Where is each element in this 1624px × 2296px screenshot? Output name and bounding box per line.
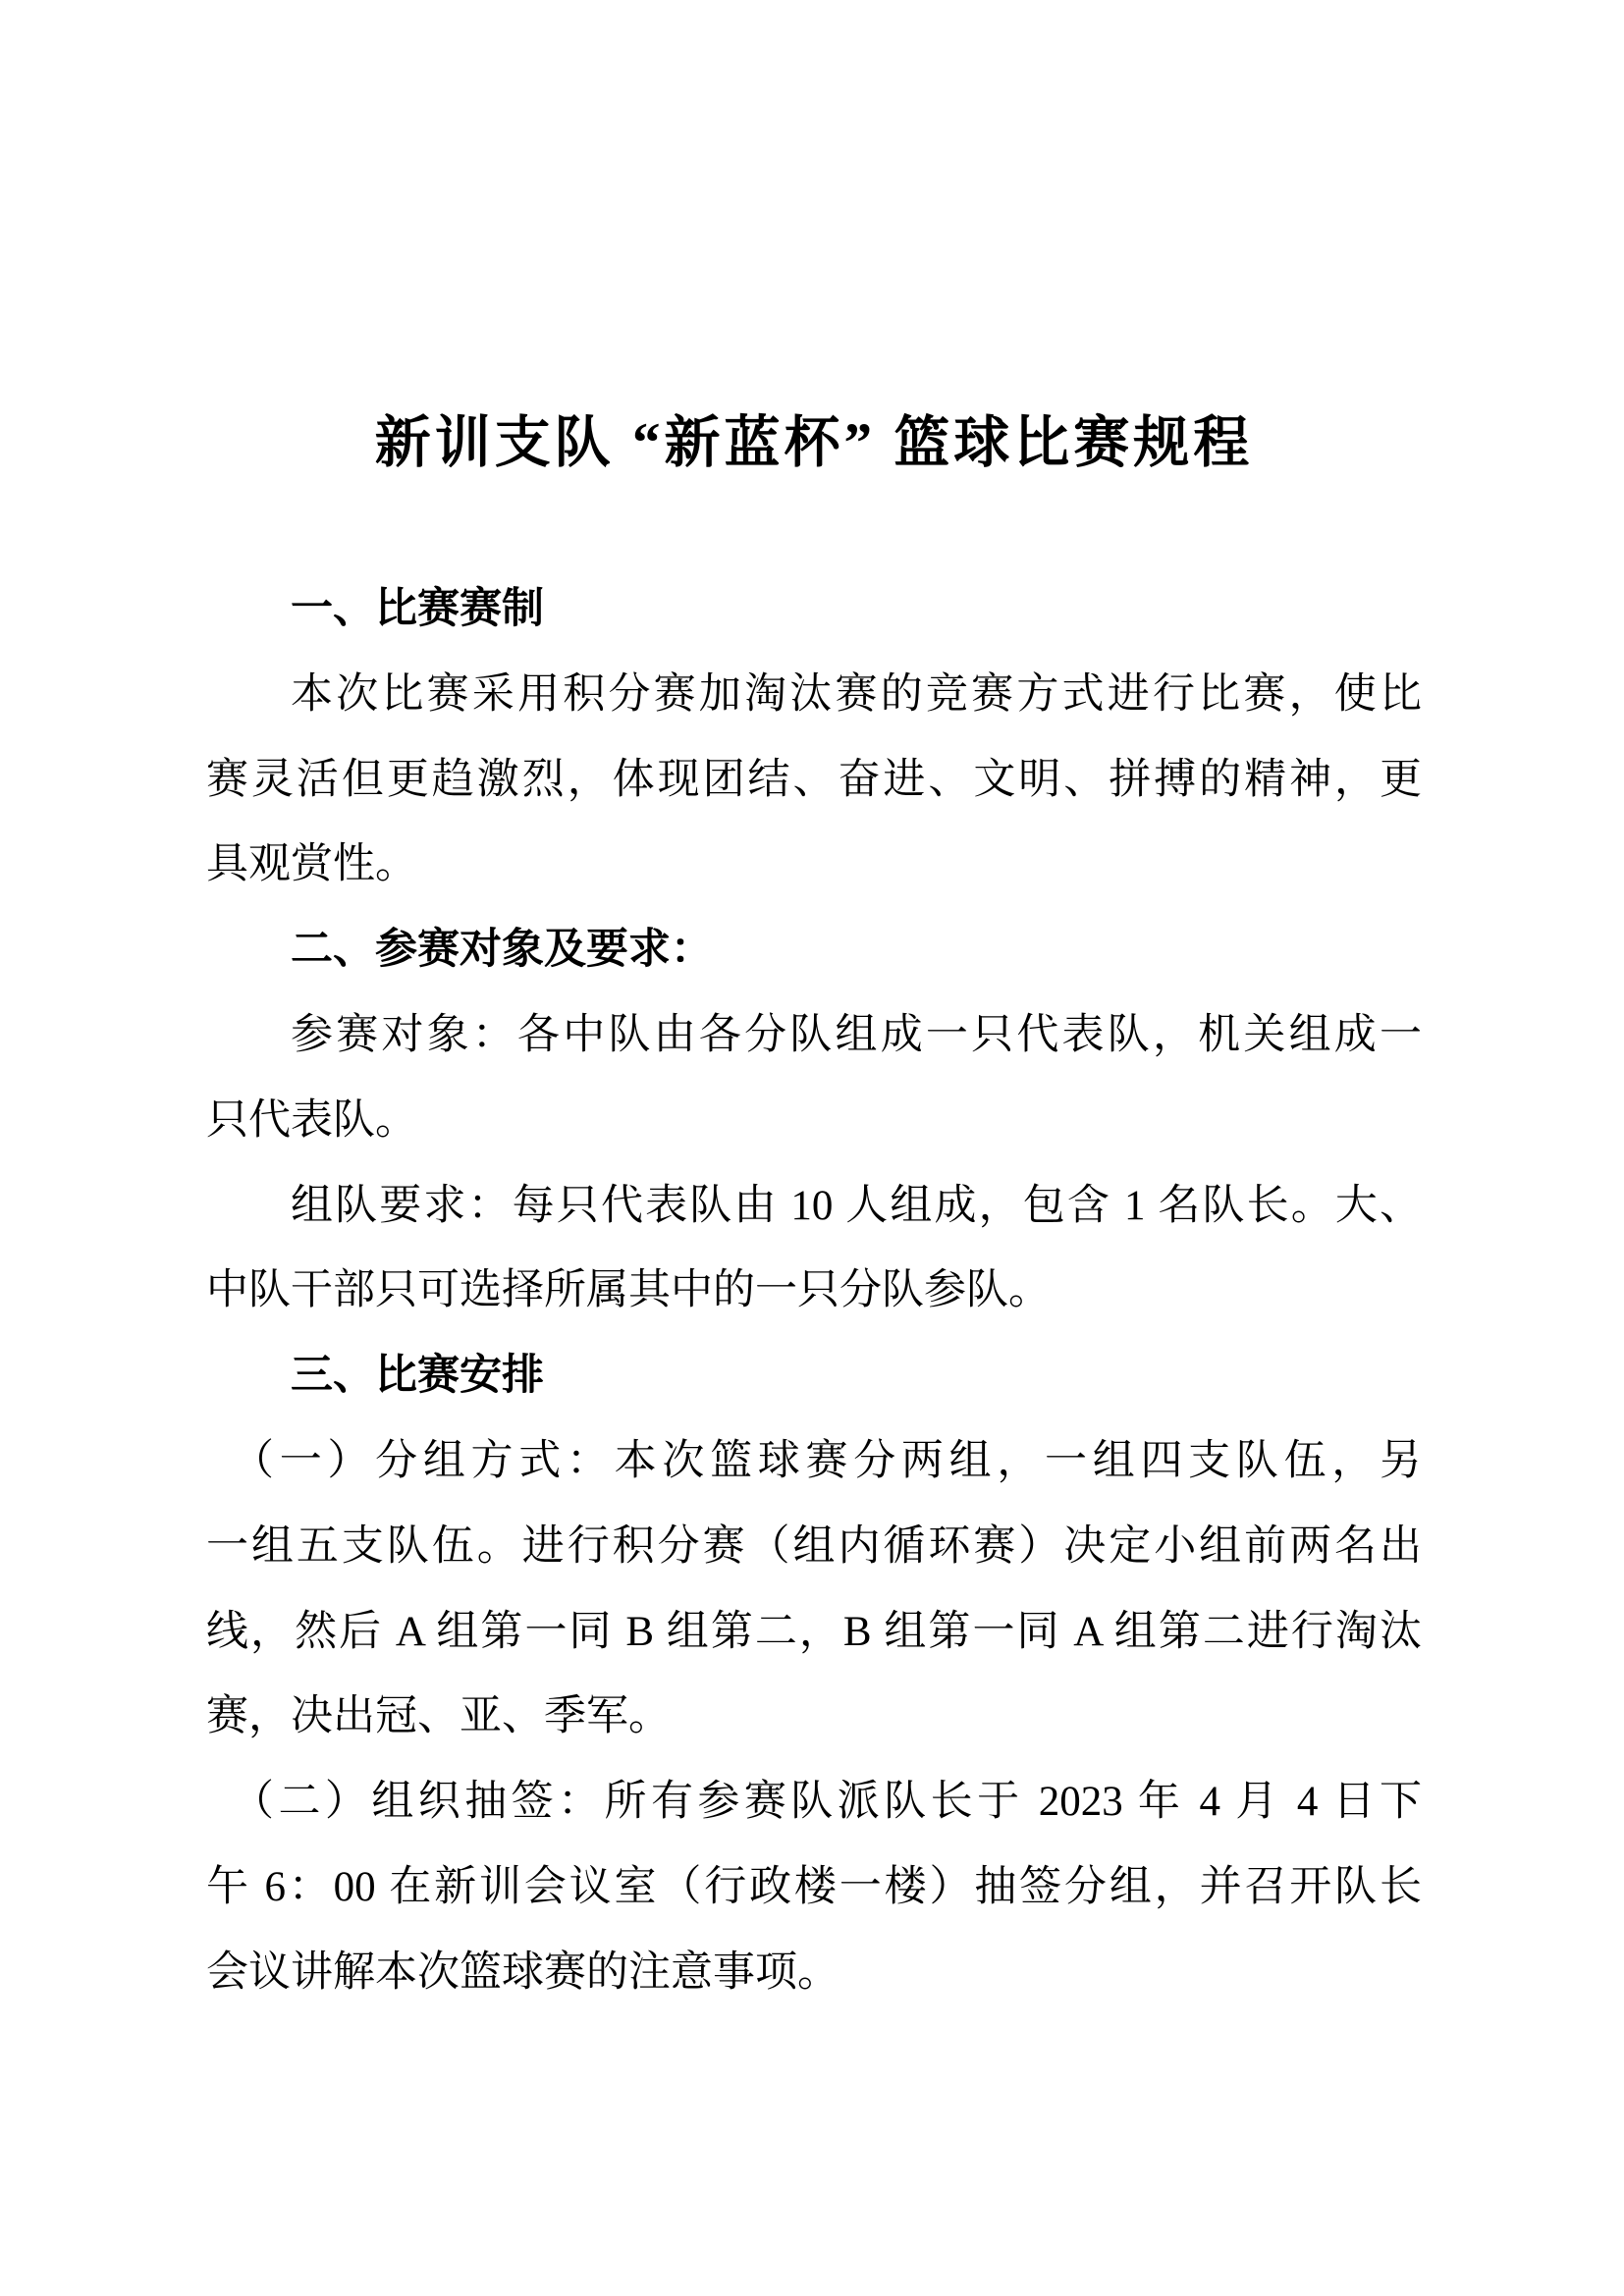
body-line: 线，然后 A 组第一同 B 组第二，B 组第一同 A 组第二进行淘汰 bbox=[206, 1608, 1422, 1655]
body-line: 具观赏性。 bbox=[206, 841, 417, 888]
body-line: 中队干部只可选择所属其中的一只分队参队。 bbox=[206, 1267, 1051, 1314]
body-line: 会议讲解本次篮球赛的注意事项。 bbox=[206, 1949, 839, 1996]
body-line: 参赛对象：各中队由各分队组成一只代表队，机关组成一 bbox=[291, 1011, 1422, 1058]
body-line: 本次比赛采用积分赛加淘汰赛的竞赛方式进行比赛，使比 bbox=[291, 670, 1422, 718]
section-heading: 二、参赛对象及要求： bbox=[291, 927, 713, 974]
body-line: 赛，决出冠、亚、季军。 bbox=[206, 1693, 671, 1740]
document-body bbox=[206, 406, 1422, 2016]
body-line: （二）组织抽签：所有参赛队派队长于 2023 年 4 月 4 日下 bbox=[232, 1779, 1422, 1826]
document-title: 新训支队 “新蓝杯” 篮球比赛规程 bbox=[374, 412, 1254, 474]
body-line: （一）分组方式：本次篮球赛分两组，一组四支队伍，另 bbox=[232, 1437, 1422, 1484]
body-line: 午 6：00 在新训会议室（行政楼一楼）抽签分组，并召开队长 bbox=[206, 1863, 1422, 1910]
section-heading: 一、比赛赛制 bbox=[291, 586, 544, 632]
body-line: 赛灵活但更趋激烈，体现团结、奋进、文明、拼搏的精神，更 bbox=[206, 756, 1422, 803]
body-line: 一组五支队伍。进行积分赛（组内循环赛）决定小组前两名出 bbox=[206, 1522, 1422, 1570]
body-line: 组队要求：每只代表队由 10 人组成，包含 1 名队长。大、 bbox=[291, 1182, 1422, 1229]
body-line: 只代表队。 bbox=[206, 1096, 417, 1144]
section-heading: 三、比赛安排 bbox=[291, 1353, 544, 1400]
document-lines bbox=[206, 567, 1422, 2016]
